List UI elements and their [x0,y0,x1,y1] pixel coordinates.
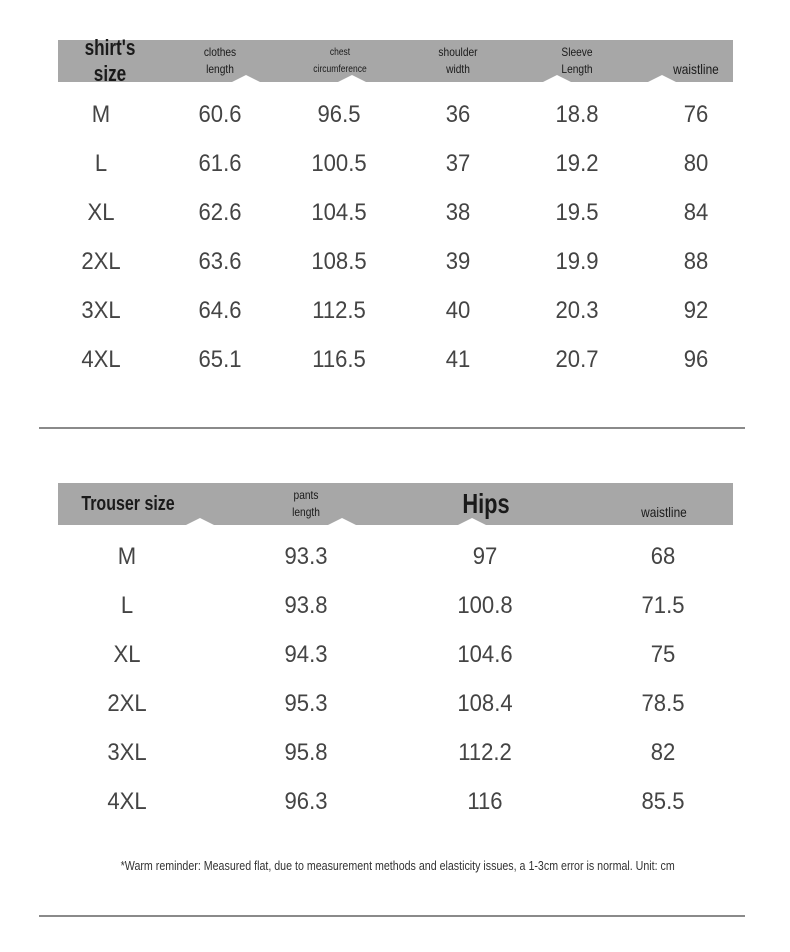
measurement-value: 97 [472,543,498,570]
measurement-value: 93.3 [284,543,328,570]
measurement-value: 75 [650,641,676,668]
size-label: 2XL [107,690,147,717]
shirt-table-header [58,35,733,86]
measurement-value: 19.5 [555,199,599,226]
measurement-value: 116 [467,788,503,815]
measurement-value: 96.3 [284,788,328,815]
measurement-value: 93.8 [284,592,328,619]
measurement-value: 18.8 [555,101,599,128]
measurement-value: 76 [683,101,709,128]
divider [39,427,745,429]
measurement-value: 108.4 [457,690,513,717]
shoulder-width-header: shoulder width [438,45,478,76]
size-label: M [117,543,137,570]
measurement-value: 60.6 [198,101,242,128]
size-label: XL [113,641,141,668]
measurement-value: 62.6 [198,199,242,226]
measurement-value: 19.9 [555,248,599,275]
table-row [58,532,733,581]
measurement-value: 78.5 [641,690,685,717]
measurement-value: 82 [650,739,676,766]
table-row [58,286,733,335]
size-label: L [120,592,134,619]
table-row [58,777,733,826]
measurement-value: 19.2 [555,150,599,177]
measurement-value: 40 [445,297,471,324]
shirt-size-header: shirt's size [84,35,136,86]
trouser-size-table [58,483,733,826]
waistline-header: waistline [673,61,719,77]
measurement-value: 104.6 [457,641,513,668]
sleeve-length-header: Sleeve Length [561,45,593,76]
size-label: M [91,101,111,128]
table-row [58,139,733,188]
measurement-value: 38 [445,199,471,226]
size-label: 4XL [107,788,147,815]
size-label: L [94,150,108,177]
table-row [58,581,733,630]
measurement-value: 104.5 [311,199,367,226]
trouser-table-header [58,483,733,525]
measurement-value: 20.7 [555,346,599,373]
measurement-value: 112.2 [458,739,512,766]
measurement-value: 20.3 [555,297,599,324]
size-label: 3XL [81,297,121,324]
table-row [58,728,733,777]
measurement-value: 63.6 [198,248,242,275]
measurement-value: 112.5 [312,297,366,324]
measurement-value: 85.5 [641,788,685,815]
chest-circumference-header: chest circumference [313,47,367,75]
measurement-value: 95.3 [284,690,328,717]
shirt-size-table [58,35,733,384]
table-row [58,630,733,679]
trouser-size-header: Trouser size [81,492,175,515]
measurement-value: 92 [683,297,709,324]
clothes-length-header: clothes length [203,45,237,76]
header-notch [186,518,214,525]
measurement-value: 39 [445,248,471,275]
size-label: 4XL [81,346,121,373]
measurement-value: 96 [683,346,709,373]
measurement-value: 80 [683,150,709,177]
size-label: XL [87,199,115,226]
size-label: 2XL [81,248,121,275]
measurement-note: *Warm reminder: Measured flat, due to measurement methods and elasticity issues, a 1-3cm error is normal. Unit: cm [120,858,675,873]
table-row [58,237,733,286]
table-row [58,188,733,237]
measurement-value: 41 [445,346,471,373]
size-label: 3XL [107,739,147,766]
trouser-waistline-header: waistline [641,504,687,520]
measurement-value: 36 [445,101,471,128]
measurement-value: 100.5 [311,150,367,177]
measurement-value: 37 [445,150,471,177]
hips-header: Hips [462,488,510,519]
measurement-value: 61.6 [198,150,242,177]
measurement-value: 108.5 [311,248,367,275]
measurement-value: 68 [650,543,676,570]
measurement-value: 88 [683,248,709,275]
measurement-value: 65.1 [198,346,242,373]
table-row [58,335,733,384]
measurement-value: 84 [683,199,709,226]
measurement-value: 100.8 [457,592,513,619]
table-row [58,90,733,139]
measurement-value: 95.8 [284,739,328,766]
table-row [58,679,733,728]
measurement-value: 96.5 [317,101,361,128]
measurement-value: 94.3 [284,641,328,668]
measurement-value: 71.5 [641,592,685,619]
divider [39,915,745,917]
measurement-value: 64.6 [198,297,242,324]
pants-length-header: pants length [292,488,320,519]
measurement-value: 116.5 [312,346,366,373]
